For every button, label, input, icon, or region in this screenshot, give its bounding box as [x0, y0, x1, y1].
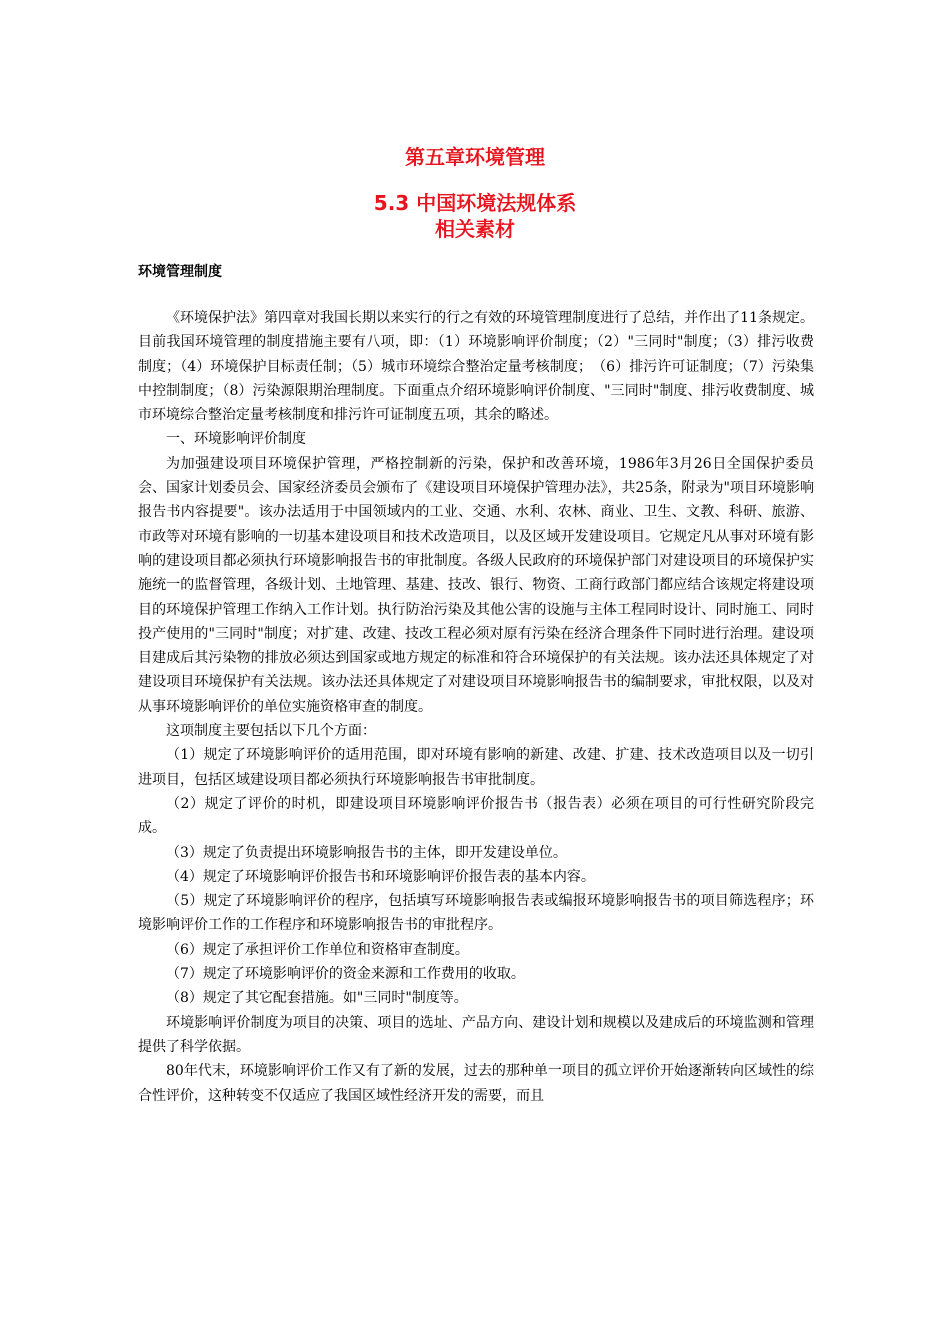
section-heading: 环境管理制度: [138, 264, 222, 280]
paragraph: 一、环境影响评价制度: [166, 431, 306, 448]
paragraph: （3）规定了负责提出环境影响报告书的主体，即开发建设单位。: [166, 844, 567, 861]
paragraph: 这项制度主要包括以下几个方面：: [166, 723, 376, 740]
subtitle: 相关素材: [435, 217, 515, 241]
paragraph: 《环境保护法》第四章对我国长期以来实行的行之有效的环境管理制度进行了总结，并作出了11条规定。目前我国环境管理的制度措施主要有八项，即：（1）环境影响评价制度；（2）"三同时"制度；（3）排污收费制度；（4）环境保护目标责任制；（5）城市环境综合整治定量考核制度； （6）排污许可证制度；（7）污染集中控制制度；（8）污染源限期治理制度。下面重点介绍环境影响评价制度、"三同时"制度、排污收费制度、城市环境综合整治定量考核制度和排污许可证制度五项，其余的略述。: [138, 310, 814, 424]
paragraph: （1）规定了环境影响评价的适用范围，即对环境有影响的新建、改建、扩建、技术改造项目以及一切引进项目，包括区域建设项目都必须执行环境影响报告书审批制度。: [138, 747, 814, 788]
paragraph: （6）规定了承担评价工作单位和资格审查制度。: [166, 941, 469, 958]
paragraph: （4）规定了环境影响评价报告书和环境影响评价报告表的基本内容。: [166, 868, 595, 885]
chapter-title: 第五章环境管理: [405, 145, 545, 169]
section-title: 5.3 中国环境法规体系: [373, 191, 577, 215]
paragraph: （7）规定了环境影响评价的资金来源和工作费用的收取。: [166, 966, 525, 983]
paragraph: （2）规定了评价的时机，即建设项目环境影响评价报告书（报告表）必须在项目的可行性研究阶段完成。: [138, 795, 814, 837]
paragraph: 80年代末，环境影响评价工作又有了新的发展，过去的那种单一项目的孤立评价开始逐渐转向区域性的综合性评价，这种转变不仅适应了我国区域性经济开发的需要，而且: [138, 1063, 814, 1104]
body-text: [138, 306, 814, 1108]
paragraph: 为加强建设项目环境保护管理，严格控制新的污染，保护和改善环境，1986年3月26日全国保护委员会、国家计划委员会、国家经济委员会颁布了《建设项目环境保护管理办法》，共25条，附录为"项目环境影响报告书内容提要"。该办法适用于中国领域内的工业、交通、水利、农林、商业、卫生、文教、科研、旅游、市政等对环境有影响的一切基本建设项目和技术改造项目，以及区域开发建设项目。它规定凡从事对环境有影响的建设项目都必须执行环境影响报告书的审批制度。各级人民政府的环境保护部门对建设项目的环境保护实施统一的监督管理，各级计划、土地管理、基建、技改、银行、物资、工商行政部门都应结合该规定将建设项目的环境保护管理工作纳入工作计划。执行防治污染及其他公害的设施与主体工程同时设计、同时施工、同时投产使用的"三同时"制度；对扩建、改建、技改工程必须对原有污染在经济合理条件下同时进行治理。建设项目建成后其污染物的排放必须达到国家或地方规定的标准和符合环境保护的有关法规。该办法还具体规定了对建设项目环境保护有关法规。该办法还具体规定了对建设项目环境影响报告书的编制要求，审批权限，以及对从事环境影响评价的单位实施资格审查的制度。: [138, 455, 814, 715]
paragraph: （8）规定了其它配套措施。如"三同时"制度等。: [166, 990, 468, 1007]
paragraph: 环境影响评价制度为项目的决策、项目的选址、产品方向、建设计划和规模以及建成后的环境监测和管理提供了科学依据。: [138, 1014, 814, 1055]
paragraph: （5）规定了环境影响评价的程序，包括填写环境影响报告表或编报环境影响报告书的项目筛选程序；环境影响评价工作的工作程序和环境影响报告书的审批程序。: [138, 893, 814, 934]
